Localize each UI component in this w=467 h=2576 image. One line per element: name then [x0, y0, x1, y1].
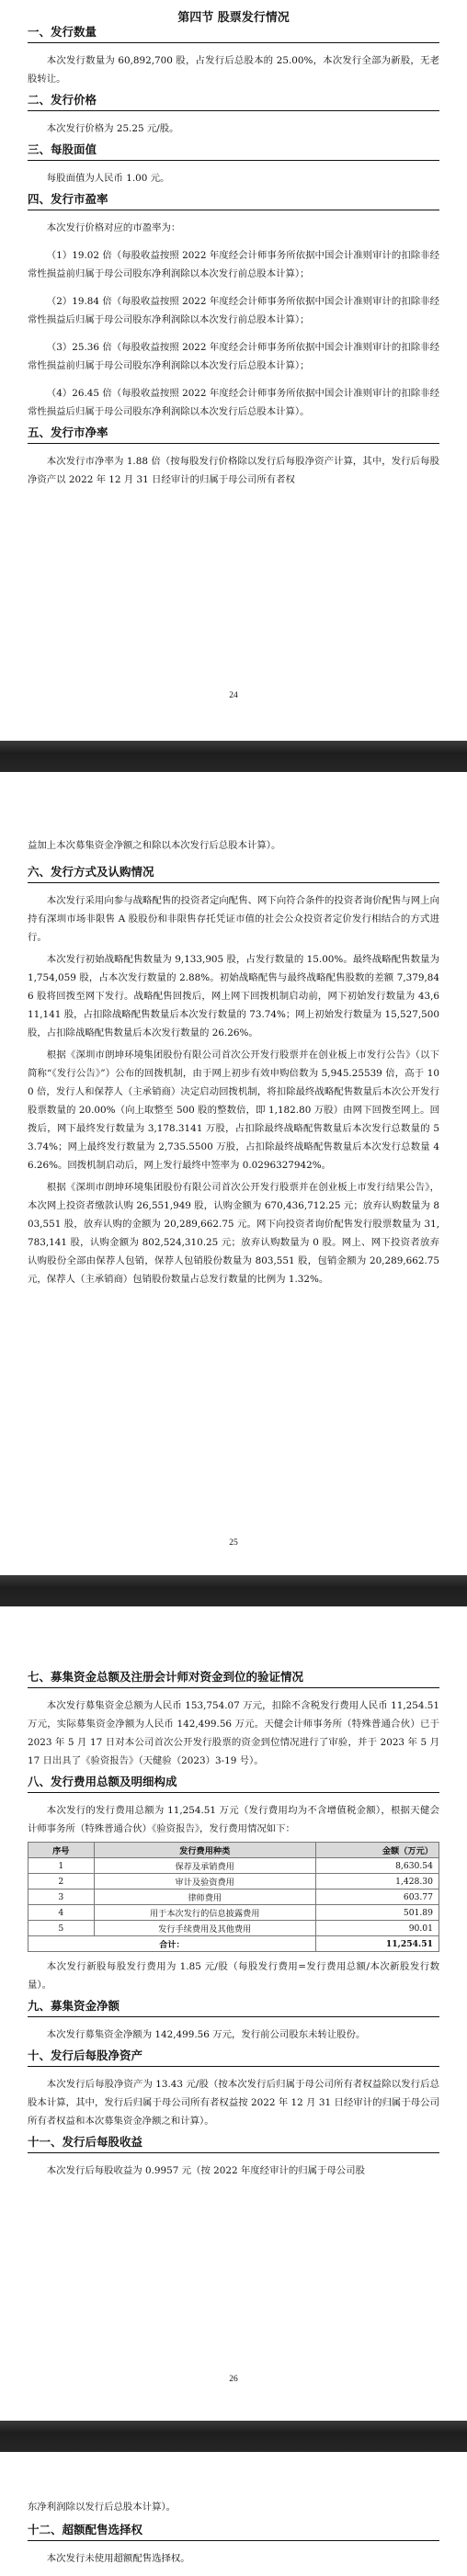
page-gap: [0, 1575, 467, 1606]
column-header-amount: 金额（万元）: [315, 1843, 439, 1858]
paragraph: 本次发行后每股收益为 0.9957 元（按 2022 年度经审计的归属于母公司股: [46, 2165, 365, 2176]
cell-fee-type: 保荐及承销费用: [94, 1858, 315, 1874]
column-header-index: 序号: [28, 1843, 95, 1858]
document-page-27: [0, 2452, 467, 2576]
paragraph-continuation: 东净利润除以发行后总股本计算）。: [28, 2502, 177, 2513]
section-heading-nav-per-share: 十、发行后每股净资产: [28, 2048, 439, 2067]
cell-total-amount: 11,254.51: [315, 1936, 439, 1952]
paragraph: 本次发行后每股净资产为 13.43 元/股（按本次发行后归属于母公司所有者权益除以发行后总股本计算，其中，发行后归属于母公司所有者权益按 2022 年 12 月 31 日经审计的归属于母公司所有者权益和本次募集资金净额之和计算）。: [28, 2079, 439, 2127]
cell-index: 4: [28, 1905, 95, 1921]
fee-table-header: [28, 1843, 439, 1858]
paragraph: （2）19.84 倍（每股收益按照 2022 年度经会计师事务所依据中国会计准则审计的扣除非经常性损益后归属于母公司股东净利润除以本次发行前总股本计算）；: [28, 296, 439, 325]
chapter-title: 第四节 股票发行情况: [177, 11, 290, 25]
cell-fee-type: 律师费用: [94, 1889, 315, 1905]
column-header-fee-type: 发行费用种类: [94, 1843, 315, 1858]
page-number: 26: [229, 2375, 238, 2384]
cell-total-label: 合计：: [28, 1936, 316, 1952]
paragraph: 本次发行数量为 60,892,700 股，占发行后总股本的 25.00%，本次发行全部为新股，无老股转让。: [28, 55, 439, 85]
section-heading-proceeds-verification: 七、募集资金总额及注册会计师对资金到位的验证情况: [28, 1669, 439, 1688]
paragraph: 本次发行募集资金总额为人民币 153,754.07 万元，扣除不含税发行费用人民币 11,254.51 万元，实际募集资金净额为人民币 142,499.56 万元。天健会计师事务所（特殊普通合伙）已于 2023 年 5 月 17 日对本公司首次公开发行股票的资金到位情况进行了审验，并于 2023 年 5 月 17 日出具了《验资报告》（天健验（2023）3-19 号）。: [28, 1700, 439, 1766]
paragraph: 本次发行的发行费用总额为 11,254.51 万元（发行费用均为不含增值税金额），根据天健会计师事务所（特殊普通合伙）《验资报告》，发行费用情况如下：: [28, 1805, 439, 1834]
paragraph: 本次发行市净率为 1.88 倍（按每股发行价格除以发行后每股净资产计算，其中，发行后每股净资产以 2022 年 12 月 31 日经审计的归属于母公司所有者权: [28, 456, 439, 485]
section-heading-par-value: 三、每股面值: [28, 142, 439, 161]
paragraph: 每股面值为人民币 1.00 元。: [46, 173, 170, 184]
section-heading-issue-method: 六、发行方式及认购情况: [28, 864, 439, 883]
section-heading-issue-price: 二、发行价格: [28, 92, 439, 111]
section-heading-eps: 十一、发行后每股收益: [28, 2134, 439, 2153]
section-heading-overallotment: 十二、超额配售选择权: [28, 2522, 439, 2541]
paragraph: （3）25.36 倍（每股收益按照 2022 年度经会计师事务所依据中国会计准则审计的扣除非经常性损益前归属于母公司股东净利润除以本次发行后总股本计算）；: [28, 342, 439, 371]
section-heading-issue-quantity: 一、发行数量: [28, 24, 439, 43]
table-row: [28, 1858, 439, 1874]
paragraph: 本次发行价格对应的市盈率为：: [46, 222, 181, 233]
paragraph: 本次发行价格为 25.25 元/股。: [46, 123, 179, 134]
page-number: 25: [229, 1538, 238, 1548]
cell-amount: 90.01: [315, 1921, 439, 1936]
cell-index: 5: [28, 1921, 95, 1936]
paragraph: 本次发行初始战略配售数量为 9,133,905 股，占发行数量的 15.00%。最终战略配售数量为 1,754,059 股，占本次发行数量的 2.88%。初始战略配售与最终战略配售股数的差额 7,379,846 股将回拨至网下发行。战略配售回拨后，网上网下回拨机制启动前，网下初始发行数量为 43,611,141 股，占扣除战略配售数量后本次发行数量的 73.74%；网上初始发行数量为 15,527,500 股，占扣除战略配售数量后本次发行数量的 26.26%。: [28, 954, 439, 1038]
page-number: 24: [229, 691, 238, 700]
fee-table: [28, 1842, 439, 1952]
table-row: [28, 1921, 439, 1936]
table-row: [28, 1874, 439, 1889]
document-page-26: [0, 1606, 467, 2421]
cell-amount: 1,428.30: [315, 1874, 439, 1889]
section-heading-net-proceeds: 九、募集资金净额: [28, 1998, 439, 2017]
cell-amount: 8,630.54: [315, 1858, 439, 1874]
document-page-24: [0, 0, 467, 741]
paragraph: 本次发行新股每股发行费用为 1.85 元/股（每股发行费用=发行费用总额/本次新股发行数量）。: [28, 1961, 439, 1991]
cell-index: 1: [28, 1858, 95, 1874]
section-heading-issue-expenses: 八、发行费用总额及明细构成: [28, 1774, 439, 1793]
paragraph: （1）19.02 倍（每股收益按照 2022 年度经会计师事务所依据中国会计准则审计的扣除非经常性损益前归属于母公司股东净利润除以本次发行前总股本计算）；: [28, 250, 439, 279]
paragraph: 根据《深圳市朗坤环境集团股份有限公司首次公开发行股票并在创业板上市发行结果公告》，本次网上投资者缴款认购 26,551,949 股，认购金额为 670,436,712.25 元；放弃认购数量为 803,551 股，放弃认购的金额为 20,289,662.75 元。网下向投资者询价配售发行股票数量为 31,783,141 股，认购金额为 802,524,310.25 元；放弃认购数量为 0 股。网上、网下投资者放弃认购股份全部由保荐人包销，保荐人包销股份数量为 803,551 股，包销金额为 20,289,662.75 元，保荐人（主承销商）包销股份数量占总发行数量的比例为 1.32%。: [28, 1182, 439, 1285]
table-row: [28, 1905, 439, 1921]
paragraph: 本次发行未使用超额配售选择权。: [46, 2553, 190, 2564]
cell-fee-type: 审计及验资费用: [94, 1874, 315, 1889]
cell-amount: 603.77: [315, 1889, 439, 1905]
paragraph: （4）26.45 倍（每股收益按照 2022 年度经会计师事务所依据中国会计准则审计的扣除非经常性损益后归属于母公司股东净利润除以本次发行后总股本计算）。: [28, 388, 439, 417]
cell-fee-type: 发行手续费用及其他费用: [94, 1921, 315, 1936]
cell-amount: 501.89: [315, 1905, 439, 1921]
table-row: [28, 1889, 439, 1905]
paragraph: 本次发行募集资金净额为 142,499.56 万元，发行前公司股东未转让股份。: [46, 2029, 366, 2040]
cell-fee-type: 用于本次发行的信息披露费用: [94, 1905, 315, 1921]
paragraph: 根据《深圳市朗坤环境集团股份有限公司首次公开发行股票并在创业板上市发行公告》（以下简称“《发行公告》”）公布的回拨机制，由于网上初步有效申购倍数为 5,945.25539 倍，高于 100 倍，发行人和保荐人（主承销商）决定启动回拨机制，将扣除最终战略配售数量后本次公开发行股票数量的 20.00%（向上取整至 500 股的整数倍，即 1,182.80 万股）由网下回拨至网上。回拨后，网下最终发行数量为 3,178.3141 万股，占扣除最终战略配售数量后本次发行总数量的 53.74%；网上最终发行数量为 2,735.5500 万股，占扣除最终战略配售数量后本次发行总数量 46.26%。回拨机制启动后，网上发行最终中签率为 0.0296327942%。: [28, 1050, 439, 1171]
document-page-25: [0, 772, 467, 1575]
table-total-row: [28, 1936, 439, 1952]
cell-index: 2: [28, 1874, 95, 1889]
paragraph-continuation: 益加上本次募集资金净额之和除以本次发行后总股本计算）。: [28, 840, 281, 851]
section-heading-pe-ratio: 四、发行市盈率: [28, 191, 439, 210]
paragraph: 本次发行采用向参与战略配售的投资者定向配售、网下向符合条件的投资者询价配售与网上向持有深圳市场非限售 A 股股份和非限售存托凭证市值的社会公众投资者定价发行相结合的方式进行。: [28, 895, 439, 943]
page-gap: [0, 2421, 467, 2452]
section-heading-pb-ratio: 五、发行市净率: [28, 425, 439, 444]
page-gap: [0, 741, 467, 772]
cell-index: 3: [28, 1889, 95, 1905]
